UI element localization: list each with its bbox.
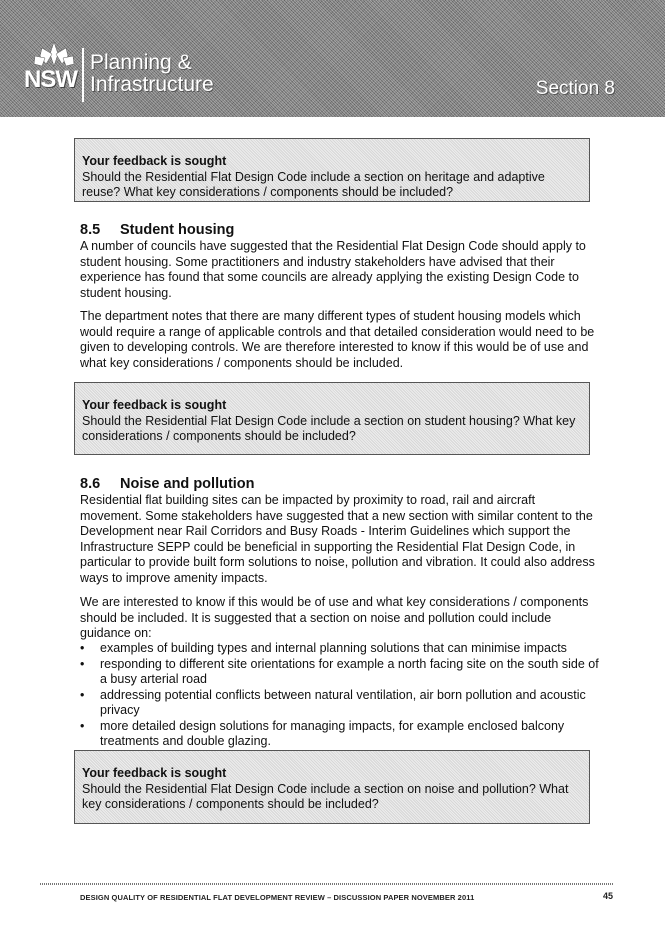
bullet-icon: • (80, 687, 85, 702)
section-number: 8.5 (80, 222, 101, 238)
header-title-line2: Infrastructure (90, 73, 214, 96)
feedback-box-student-housing (74, 382, 590, 455)
feedback-box-noise-pollution (74, 750, 590, 824)
section-title: Noise and pollution (120, 476, 255, 492)
section-heading-8-5 (80, 222, 234, 238)
noise-paragraph-1: Residential flat building sites can be impacted by proximity to road, rail and aircraft movement. Some stakeholders have suggested that a new section with similar content to the Development near Rail Corridors and Busy Roads - Interim Guidelines which support the Infrastructure SEPP could be beneficial in supporting the Residential Flat Design Code, in particular to provide built form solutions to noise, pollution and vibration. It could also address ways to improve amenity impacts. (80, 493, 595, 585)
bullet-icon: • (80, 641, 85, 655)
list-item: • examples of building types and internal planning solutions that can minimise impacts (80, 641, 567, 655)
student-housing-paragraph-2: The department notes that there are many different types of student housing models which would require a range of applicable controls and that detailed consideration would need to be given to developing controls. We are therefore interested to know if this would be of use and what key considerations / components should be included. (80, 309, 595, 370)
list-item: • addressing potential conflicts between natural ventilation, air born pollution and acoustic privacy (80, 687, 586, 717)
page-number: 45 (602, 891, 613, 901)
header-title-line1: Planning & (90, 51, 192, 74)
list-item: • responding to different site orientations for example a north facing site on the south side of a busy arterial road (80, 656, 599, 686)
feedback-text: Should the Residential Flat Design Code include a section on student housing? What key considerations / components should be included? (82, 413, 576, 443)
logo-divider (82, 48, 84, 102)
footer-text: DESIGN QUALITY OF RESIDENTIAL FLAT DEVELOPMENT REVIEW – DISCUSSION PAPER NOVEMBER 2011 (80, 893, 475, 902)
section-heading-8-6 (80, 476, 255, 492)
feedback-text: Should the Residential Flat Design Code include a section on heritage and adaptive reuse? What key considerations / components should be included? (82, 169, 545, 199)
feedback-title: Your feedback is sought (82, 766, 227, 780)
section-number: 8.6 (80, 476, 101, 492)
logo-text: NSW (24, 66, 77, 93)
bullet-icon: • (80, 718, 85, 733)
page-header (0, 0, 665, 117)
feedback-box-heritage (74, 138, 590, 202)
student-housing-paragraph-1: A number of councils have suggested that the Residential Flat Design Code should apply to student housing. Some practitioners and industry stakeholders have advised that their experience has found that some councils are already applying the existing Design Code to student housing. (80, 239, 586, 300)
footer-rule (40, 883, 614, 885)
section-label: Section 8 (535, 78, 615, 99)
header-title (90, 52, 214, 96)
waratah-icon (32, 40, 76, 68)
list-item: • more detailed design solutions for managing impacts, for example enclosed balcony treatments and double glazing. (80, 718, 565, 748)
nsw-logo (22, 40, 84, 100)
noise-guidance-list (80, 641, 602, 750)
bullet-icon: • (80, 656, 85, 671)
section-title: Student housing (120, 222, 235, 238)
feedback-text: Should the Residential Flat Design Code include a section on noise and pollution? What key considerations / components should be included? (82, 781, 569, 811)
noise-paragraph-2: We are interested to know if this would be of use and what key considerations / components should be included. It is suggested that a section on noise and pollution could include guidance on: (80, 595, 589, 640)
feedback-title: Your feedback is sought (82, 398, 227, 412)
feedback-title: Your feedback is sought (82, 154, 227, 168)
